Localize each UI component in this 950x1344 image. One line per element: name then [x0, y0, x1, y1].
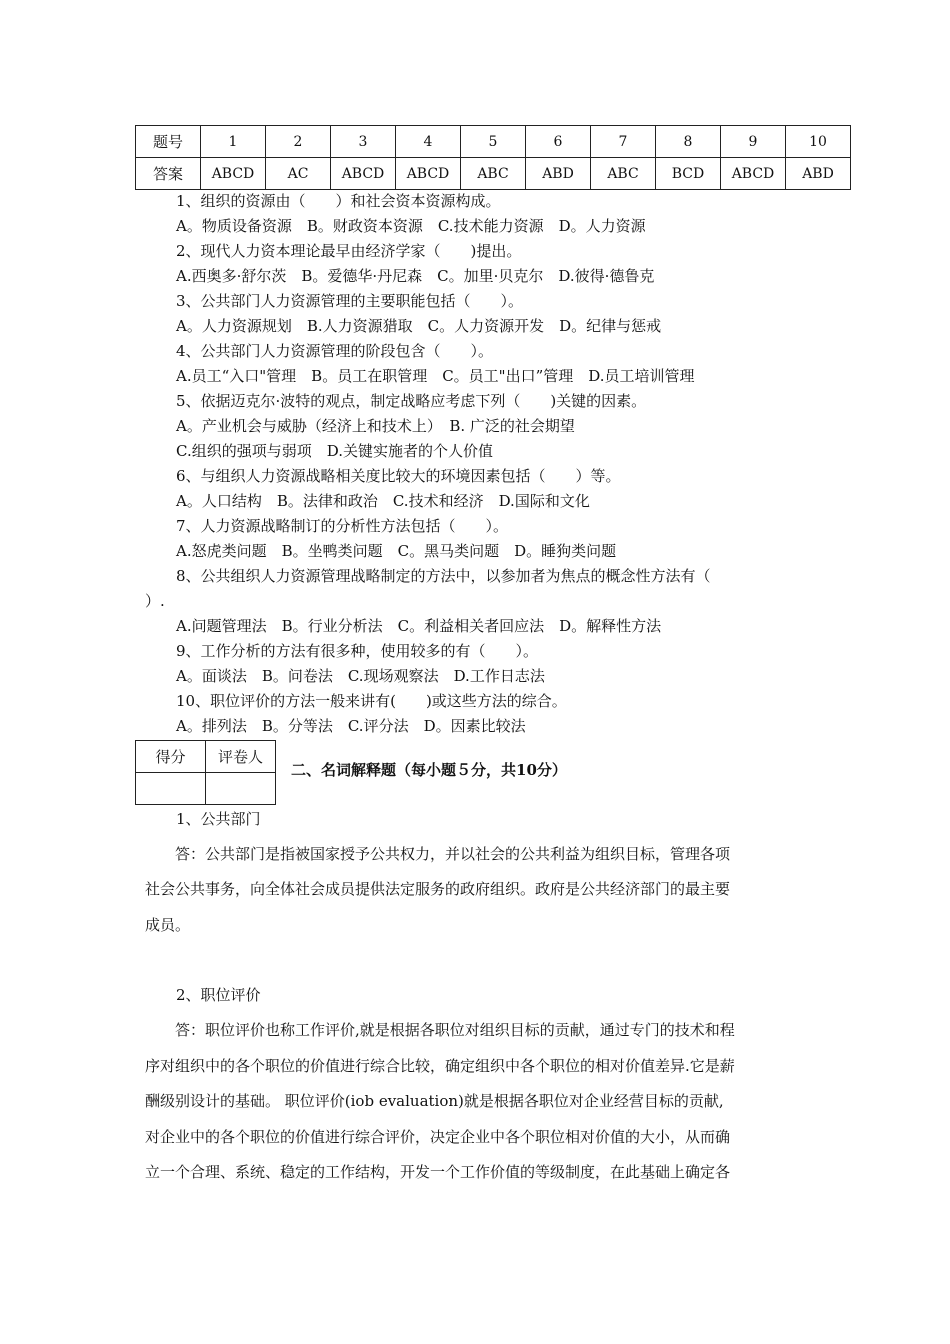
row-label-answer: 答案: [136, 158, 201, 190]
question-number: 3: [331, 126, 396, 158]
answer-line: 立一个合理、系统、稳定的工作结构，开发一个工作价值的等级制度，在此基础上确定各: [145, 1163, 731, 1181]
answer-cell: BCD: [656, 158, 721, 190]
question-number: 9: [721, 126, 786, 158]
section-title: 二、名词解释题（每小题５分，共10分）: [291, 761, 567, 779]
question-number: 1: [201, 126, 266, 158]
question-text-continued: ）.: [145, 592, 165, 610]
answer-line: 成员。: [145, 916, 191, 934]
question-text: 6、与组织人力资源战略相关度比较大的环境因素包括（ ）等。: [176, 467, 621, 485]
answer-cell: AC: [266, 158, 331, 190]
question-text: 9、工作分析的方法有很多种，使用较多的有（ ）。: [176, 642, 539, 660]
score-cell[interactable]: [136, 773, 206, 805]
answer-table: [135, 125, 851, 190]
question-options: A。面谈法 B。问卷法 C.现场观察法 D.工作日志法: [176, 667, 545, 685]
question-number: 8: [656, 126, 721, 158]
answer-cell: ABCD: [331, 158, 396, 190]
question-text: 10、职位评价的方法一般来讲有( )或这些方法的综合。: [176, 692, 567, 710]
question-text: 5、依据迈克尔·波特的观点，制定战略应考虑下列（ )关键的因素。: [176, 392, 647, 410]
score-label: 得分: [136, 741, 206, 773]
question-options: C.组织的强项与弱项 D.关键实施者的个人价值: [176, 442, 493, 460]
term-heading: 1、公共部门: [176, 810, 261, 828]
question-options: A。产业机会与威胁（经济上和技术上） B. 广泛的社会期望: [176, 417, 575, 435]
question-options: A。物质设备资源 B。财政资本资源 C.技术能力资源 D。人力资源: [176, 217, 646, 235]
answer-cell: ABC: [461, 158, 526, 190]
answer-line: 社会公共事务，向全体社会成员提供法定服务的政府组织。政府是公共经济部门的最主要: [145, 880, 731, 898]
question-number: 4: [396, 126, 461, 158]
question-number: 5: [461, 126, 526, 158]
score-table: [135, 740, 276, 805]
grader-cell[interactable]: [206, 773, 276, 805]
question-number: 6: [526, 126, 591, 158]
answer-cell: ABC: [591, 158, 656, 190]
answer-cell: ABD: [786, 158, 851, 190]
answer-cell: ABD: [526, 158, 591, 190]
question-options: A.怒虎类问题 B。坐鸭类问题 C。黑马类问题 D。睡狗类问题: [176, 542, 617, 560]
answer-cell: ABCD: [721, 158, 786, 190]
answer-table-number-row: [136, 126, 851, 158]
question-options: A.员工“入口"管理 B。员工在职管理 C。员工"出口”管理 D.员工培训管理: [176, 367, 695, 385]
question-options: A.问题管理法 B。行业分析法 C。利益相关者回应法 D。解释性方法: [176, 617, 662, 635]
answer-line: 酬级别设计的基础。 职位评价(iob evaluation)就是根据各职位对企业经营目标的贡献,: [145, 1092, 724, 1110]
question-options: A。人力资源规划 B.人力资源猎取 C。人力资源开发 D。纪律与惩戒: [176, 317, 662, 335]
question-text: 3、公共部门人力资源管理的主要职能包括（ ）。: [176, 292, 524, 310]
term-heading: 2、职位评价: [176, 986, 261, 1004]
row-label-number: 题号: [136, 126, 201, 158]
question-text: 2、现代人力资本理论最早由经济学家（ )提出。: [176, 242, 522, 260]
answer-table-answer-row: [136, 158, 851, 190]
answer-line: 对企业中的各个职位的价值进行综合评价，决定企业中各个职位相对价值的大小，从而确: [145, 1128, 731, 1146]
question-text: 4、公共部门人力资源管理的阶段包含（ ）。: [176, 342, 494, 360]
answer-cell: ABCD: [396, 158, 461, 190]
question-text: 7、人力资源战略制订的分析性方法包括（ ）。: [176, 517, 509, 535]
question-text: 8、公共组织人力资源管理战略制定的方法中，以参加者为焦点的概念性方法有（: [176, 567, 711, 585]
answer-cell: ABCD: [201, 158, 266, 190]
grader-label: 评卷人: [206, 741, 276, 773]
question-number: 7: [591, 126, 656, 158]
answer-line: 序对组织中的各个职位的价值进行综合比较，确定组织中各个职位的相对价值差异.它是薪: [145, 1057, 735, 1075]
question-text: 1、组织的资源由（ ）和社会资本资源构成。: [176, 192, 501, 210]
question-options: A。排列法 B。分等法 C.评分法 D。因素比较法: [176, 717, 526, 735]
question-number: 10: [786, 126, 851, 158]
question-options: A。人口结构 B。法律和政治 C.技术和经济 D.国际和文化: [176, 492, 590, 510]
question-options: A.西奥多·舒尔茨 B。爱德华·丹尼森 C。加里·贝克尔 D.彼得·德鲁克: [176, 267, 655, 285]
answer-line: 答：职位评价也称工作评价,就是根据各职位对组织目标的贡献，通过专门的技术和程: [145, 1021, 735, 1039]
question-number: 2: [266, 126, 331, 158]
answer-line: 答：公共部门是指被国家授予公共权力，并以社会的公共利益为组织目标，管理各项: [145, 845, 731, 863]
